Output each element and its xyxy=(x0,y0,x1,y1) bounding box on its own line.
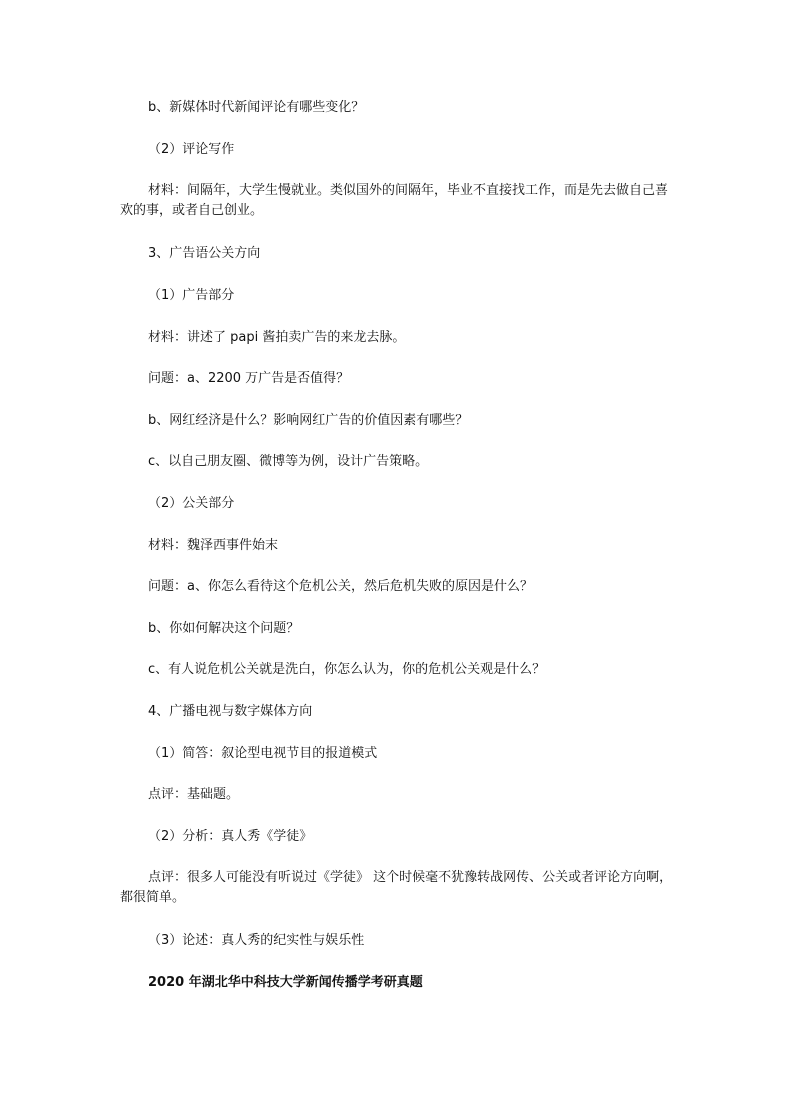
material-papi: 材料：讲述了 papi 酱拍卖广告的来龙去脉。 xyxy=(148,330,406,345)
comment-apprentice: 点评：很多人可能没有听说过《学徒》 这个时候毫不犹豫转战网传、公关或者评论方向啊，都很简单。 xyxy=(120,870,673,905)
question-short-answer: （1）简答：叙论型电视节目的报道模式 xyxy=(148,746,378,761)
question-b-new-media: b、新媒体时代新闻评论有哪些变化？ xyxy=(148,100,365,115)
material-gap-year: 材料：间隔年，大学生慢就业。类似国外的间隔年，毕业不直接找工作，而是先去做自己喜欢的事，或者自己创业。 xyxy=(120,183,669,218)
section-4-broadcast-digital: 4、广播电视与数字媒体方向 xyxy=(148,704,313,719)
heading-2020-exam: 2020 年湖北华中科技大学新闻传播学考研真题 xyxy=(148,975,423,990)
material-wei-zexi: 材料：魏泽西事件始末 xyxy=(148,538,279,553)
question-a-2200: 问题：a、2200 万广告是否值得？ xyxy=(148,371,350,386)
question-b-influencer-economy: b、网红经济是什么？影响网红广告的价值因素有哪些？ xyxy=(148,413,469,428)
section-3-advertising-pr: 3、广告语公关方向 xyxy=(148,246,261,261)
question-analysis-apprentice: （2）分析：真人秀《学徒》 xyxy=(148,829,313,844)
question-essay-reality-show: （3）论述：真人秀的纪实性与娱乐性 xyxy=(148,933,365,948)
question-c-ad-strategy: c、以自己朋友圈、微博等为例，设计广告策略。 xyxy=(148,454,429,469)
question-a-crisis-pr: 问题：a、你怎么看待这个危机公关，然后危机失败的原因是什么？ xyxy=(148,579,533,594)
question-b-solve: b、你如何解决这个问题？ xyxy=(148,621,300,636)
comment-basic: 点评：基础题。 xyxy=(148,787,240,802)
section-commentary-writing: （2）评论写作 xyxy=(148,142,235,157)
section-advertising-part: （1）广告部分 xyxy=(148,288,235,303)
question-c-whitewash: c、有人说危机公关就是洗白，你怎么认为，你的危机公关观是什么？ xyxy=(148,662,546,677)
section-pr-part: （2）公关部分 xyxy=(148,496,235,511)
